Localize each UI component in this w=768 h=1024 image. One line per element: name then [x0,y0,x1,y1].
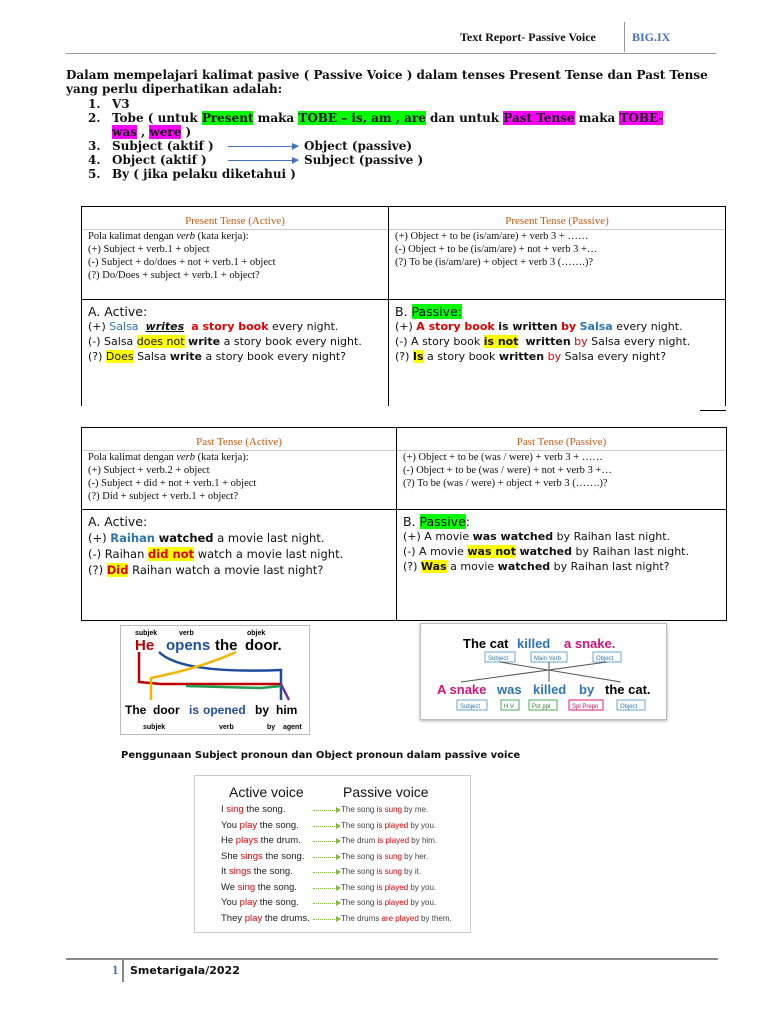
word-the: the [215,637,238,654]
word-killed-2: killed [533,682,567,697]
label-subjek: subjek [135,630,158,637]
rule-text: Subject (passive ) [304,153,424,167]
rule-text: maka [574,111,620,125]
word-the-2: The [125,703,147,717]
passive-sentence [341,883,466,892]
passive-verb: are played [381,913,419,923]
verb-word: was watched [472,530,554,543]
passive-verb: is played [376,820,409,830]
intro-paragraph: Dalam mempelajari kalimat pasive ( Passive Voice ) dalam tenses Present Tense dan Past Tense yang perlu diperhatikan adalah: [66,68,708,96]
door-diagram-svg [121,626,309,734]
highlight-passive: Passive: [411,304,462,319]
passive-verb: is sung [376,867,402,876]
formula-positive: (+) Subject + verb.1 + object [88,244,210,255]
subject-word: You [221,897,238,908]
verb-word: write [169,350,202,363]
agent-word: Salsa [579,320,613,333]
dotted-arrow-icon [313,903,337,904]
present-active-heading: Present Tense (Active) [185,215,285,227]
highlight-did: Did [106,563,129,577]
formula-question: (?) To be (was / were) + object + verb 3 (…….)? [403,478,608,489]
label-colon: : [142,304,148,319]
word-he: He [135,637,155,654]
rule-text: Object (aktif ) [112,153,207,167]
cat-snake-diagram-image [420,623,667,720]
verb-word: plays [235,835,258,846]
verb-word: write [188,335,221,348]
word-opens: opens [166,637,211,654]
object-text: the song. [262,850,305,862]
tag-spl-prepn: Spl Prepn [572,704,599,710]
tag-object: Object [596,656,614,662]
label-by: by [267,724,276,731]
rule-item-2 [88,111,687,139]
label-verb: verb [179,630,194,637]
passive-verb: is played [377,836,410,845]
active-sentence [221,866,293,877]
example-positive: (+) Raihan watched a movie last night. [88,531,325,545]
present-passive-formula-cell [389,207,726,300]
example-question: (?) Does Salsa write a story book every night? [88,350,347,363]
header-rule [66,53,716,54]
past-passive-examples [397,510,727,621]
formula-positive: (+) Object + to be (was / were) + verb 3 + …… [397,450,726,464]
footer-rule [66,958,718,960]
passive-agent: by her. [401,851,429,861]
label-subjek-2: subjek [143,724,166,731]
dotted-arrow-icon [313,888,337,889]
passive-subject: The song [341,851,377,861]
subject-word: She [221,850,238,862]
dotted-arrow-icon [313,841,337,842]
rule-item-1 [88,97,728,111]
subject-word: He [221,835,234,846]
tag-main-verb: Main Verb [534,656,562,662]
passive-verb: is played [376,882,409,892]
passive-subject: The song [341,805,377,814]
active-sentence [221,882,297,893]
verb-word: watched [497,560,551,573]
verb-word: watched [158,531,214,545]
highlight-was: Was [420,560,447,573]
rule-number: 4. [88,153,101,167]
active-sentence [221,851,304,862]
example-positive: (+) Salsa writes a story book every night. [88,320,339,333]
word-door-2: door [153,703,180,717]
highlight-passive: Passive [419,514,466,529]
passive-sentence [341,836,466,845]
pola-line: Pola kalimat dengan verb (kata kerja): [82,450,396,464]
passive-agent: by them. [418,913,452,923]
passive-sentence [341,867,466,876]
subject-word: A story book [416,320,495,333]
tag-subject-2: Subject [460,704,481,710]
verb-word: watched [519,545,572,558]
passive-sentence [341,805,466,814]
passive-subject: The drum [341,836,378,845]
passive-agent: by you. [408,820,437,830]
passive-agent: by it. [401,867,422,876]
word-him: him [276,703,298,717]
object-word: a story book [191,320,269,333]
word-the-cat: The cat [463,636,509,651]
rule-text: maka [253,111,299,125]
object-text: the song. [251,866,293,877]
active-label [88,304,382,319]
example-positive: (+) A movie was watched by Raihan last night. [403,530,671,543]
example-question: (?) Is a story book written by Salsa every night? [395,350,667,363]
formula-question: (?) To be (is/am/are) + object + verb 3 (…….)? [395,257,594,268]
subject-word: I [221,804,224,815]
rule-number: 5. [88,167,101,181]
highlight-tobe-past: TOBE- was [112,111,664,139]
active-sentence [221,835,301,846]
word-killed: killed [517,636,551,651]
label-objek: objek [247,630,266,637]
subject-word: Raihan [110,531,155,545]
formula-positive: (+) Subject + verb.2 + object [88,465,210,476]
passive-label: B. Passive: [403,514,470,529]
dotted-arrow-icon [313,919,337,920]
passive-sentence [341,898,466,907]
rules-list [88,97,728,181]
active-sentence [221,913,310,924]
highlight-was-not: was not [467,545,516,558]
tag-object-2: Object [620,704,638,710]
passive-voice-heading: Passive voice [343,784,429,800]
passive-subject: The drums [341,913,382,923]
passive-sentence [341,914,466,923]
verb-italic: verb [176,231,196,242]
passive-subject: The song [341,882,377,892]
past-active-formula-cell [82,428,397,510]
active-label: A. Active: [88,514,148,529]
subject-word: We [221,881,236,893]
example-positive: (+) A story book is written by Salsa every night. [395,320,683,333]
word-was: was [497,682,522,697]
class-label: BIG.IX [632,30,671,44]
rule-number: 3. [88,139,101,153]
verb-word: play [239,897,258,908]
word-by: by [579,682,595,697]
object-text: the song. [257,819,299,831]
subject-word: You [221,819,238,831]
object-text: the drum. [257,835,301,846]
verb-word: written [498,350,545,363]
word-the-cat-2: the cat. [605,682,651,697]
tag-pst-ppl: Pst ppl [532,704,551,710]
verb-word: play [244,912,263,924]
subject-word: It [221,866,227,877]
past-active-heading: Past Tense (Active) [196,436,282,448]
present-tense-table [81,206,726,406]
example-question: (?) Was a movie watched by Raihan last night? [403,560,670,573]
example-negative: (-) Salsa does not write a story book every night. [88,335,362,348]
formula-positive: (+) Object + to be (is/am/are) + verb 3 + …… [389,229,725,243]
passive-sentence [341,852,466,861]
rule-item-3 [88,139,728,153]
subject-word: They [221,912,243,924]
tag-hv: H V [504,704,515,710]
rule-item-5 [88,167,728,181]
table-edge-line [700,410,726,411]
verb-word: sings [228,866,252,877]
rule-text: Object (passive) [304,139,413,153]
label-agent: agent [283,724,302,731]
active-sentence [221,897,299,908]
rule-text: By ( jika pelaku diketahui ) [112,167,296,181]
highlight-does: Does [105,350,134,363]
rule-text: , [136,125,150,139]
passive-agent: by you. [408,882,437,892]
past-passive-formula-cell [397,428,727,510]
passive-subject: The song [341,820,377,830]
highlight-past: Past Tense [503,111,575,125]
active-sentence [221,804,285,815]
rule-text: Tobe ( untuk [112,111,202,125]
present-active-examples [82,300,389,406]
example-question: (?) Did Raihan watch a movie last night? [88,563,324,577]
passive-sentence [341,821,466,830]
tag-subject: Subject [488,656,509,662]
formula-negative: (-) Subject + did + not + verb.1 + object [88,478,257,489]
formula-negative: (-) Subject + do/does + not + verb.1 + object [88,257,276,268]
rule-number: 1. [88,97,101,111]
active-passive-voice-image [194,775,471,933]
rule-text: V3 [112,97,130,111]
passive-subject: The song [341,867,377,876]
example-negative: (-) A story book is not written by Salsa every night. [395,335,691,348]
word-a-snake-2: A snake [437,682,487,697]
header-divider [624,22,625,52]
passive-verb: is played [376,898,409,907]
present-active-formula-cell [82,207,389,300]
rule-text: dan untuk [425,111,504,125]
passive-verb: is sung [376,805,402,814]
arrow-right-icon [228,160,298,161]
rule-text: ) [181,125,192,139]
passive-label: B. Passive: [395,304,462,319]
present-passive-examples [389,300,726,406]
verb-word: sing [226,804,244,815]
formula-negative: (-) Object + to be (was / were) + not + verb 3 +… [403,465,612,476]
object-text: the drums. [262,912,310,924]
verb-word: sing [237,881,256,893]
footer-divider [122,960,124,982]
page-number: 1 [112,962,119,977]
object-text: the song. [257,897,299,908]
verb-word: written [525,335,571,348]
verb-italic: verb [176,452,196,463]
verb-word: is written [498,320,558,333]
highlight-does-not: does not [136,335,185,348]
verb-word: writes [145,320,185,333]
label-text: A. Active [88,304,143,319]
word-by: by [255,703,270,717]
active-voice-heading: Active voice [229,784,304,800]
cat-snake-diagram-svg [421,624,666,719]
example-negative: (-) Raihan did not watch a movie last night. [88,547,344,561]
by-word: by [561,320,577,333]
pola-text: (kata kerja): [195,231,249,242]
verb-word: sings [240,850,263,862]
highlight-tobe-present: TOBE – is, am , are [298,111,426,125]
formula-question: (?) Did + subject + verb.1 + object? [88,491,239,502]
subject-word: Salsa [109,320,139,333]
dotted-arrow-icon [313,826,337,827]
word-is: is [189,703,200,717]
example-negative: (-) A movie was not watched by Raihan last night. [403,545,689,558]
footer-text: Smetarigala/2022 [130,964,240,977]
highlight-is: Is [412,350,424,363]
dotted-arrow-icon [313,857,337,858]
passive-agent: by him. [409,836,438,845]
word-opened: opened [203,703,246,717]
verb-word: play [239,819,258,831]
word-a-snake: a snake. [564,636,616,651]
passive-verb: is sung [376,851,402,861]
pronoun-caption: Penggunaan Subject pronoun dan Object pronoun dalam passive voice [121,750,521,761]
highlight-present: Present [201,111,254,125]
highlight-were: were [149,125,182,139]
object-text: the song. [255,881,297,893]
passive-agent: by you. [408,898,437,907]
past-active-examples [82,510,397,621]
by-word: by [574,335,588,348]
past-tense-table [81,427,727,621]
rule-item-4 [88,153,728,167]
passive-agent: by me. [401,805,429,814]
pola-line [82,229,388,243]
word-door: door. [245,637,282,654]
formula-question: (?) Do/Does + subject + verb.1 + object? [88,270,260,281]
present-passive-heading: Present Tense (Passive) [505,215,609,227]
report-title: Text Report- Passive Voice [460,30,596,44]
object-text: the song. [243,804,286,815]
arrow-right-icon [228,146,298,147]
dotted-arrow-icon [313,810,337,811]
highlight-is-not: is not [483,335,519,348]
passive-subject: The song [341,898,377,907]
pola-text: Pola kalimat dengan [88,231,177,242]
highlight-did-not: did not [148,547,195,561]
by-word: by [547,350,562,363]
door-diagram-image [120,625,310,735]
past-passive-heading: Past Tense (Passive) [516,436,607,448]
rule-number: 2. [88,111,101,125]
formula-negative: (-) Object + to be (is/am/are) + not + verb 3 +… [395,244,598,255]
label-verb-2: verb [219,724,234,731]
active-sentence [221,820,299,831]
dotted-arrow-icon [313,872,337,873]
rule-text: Subject (aktif ) [112,139,214,153]
